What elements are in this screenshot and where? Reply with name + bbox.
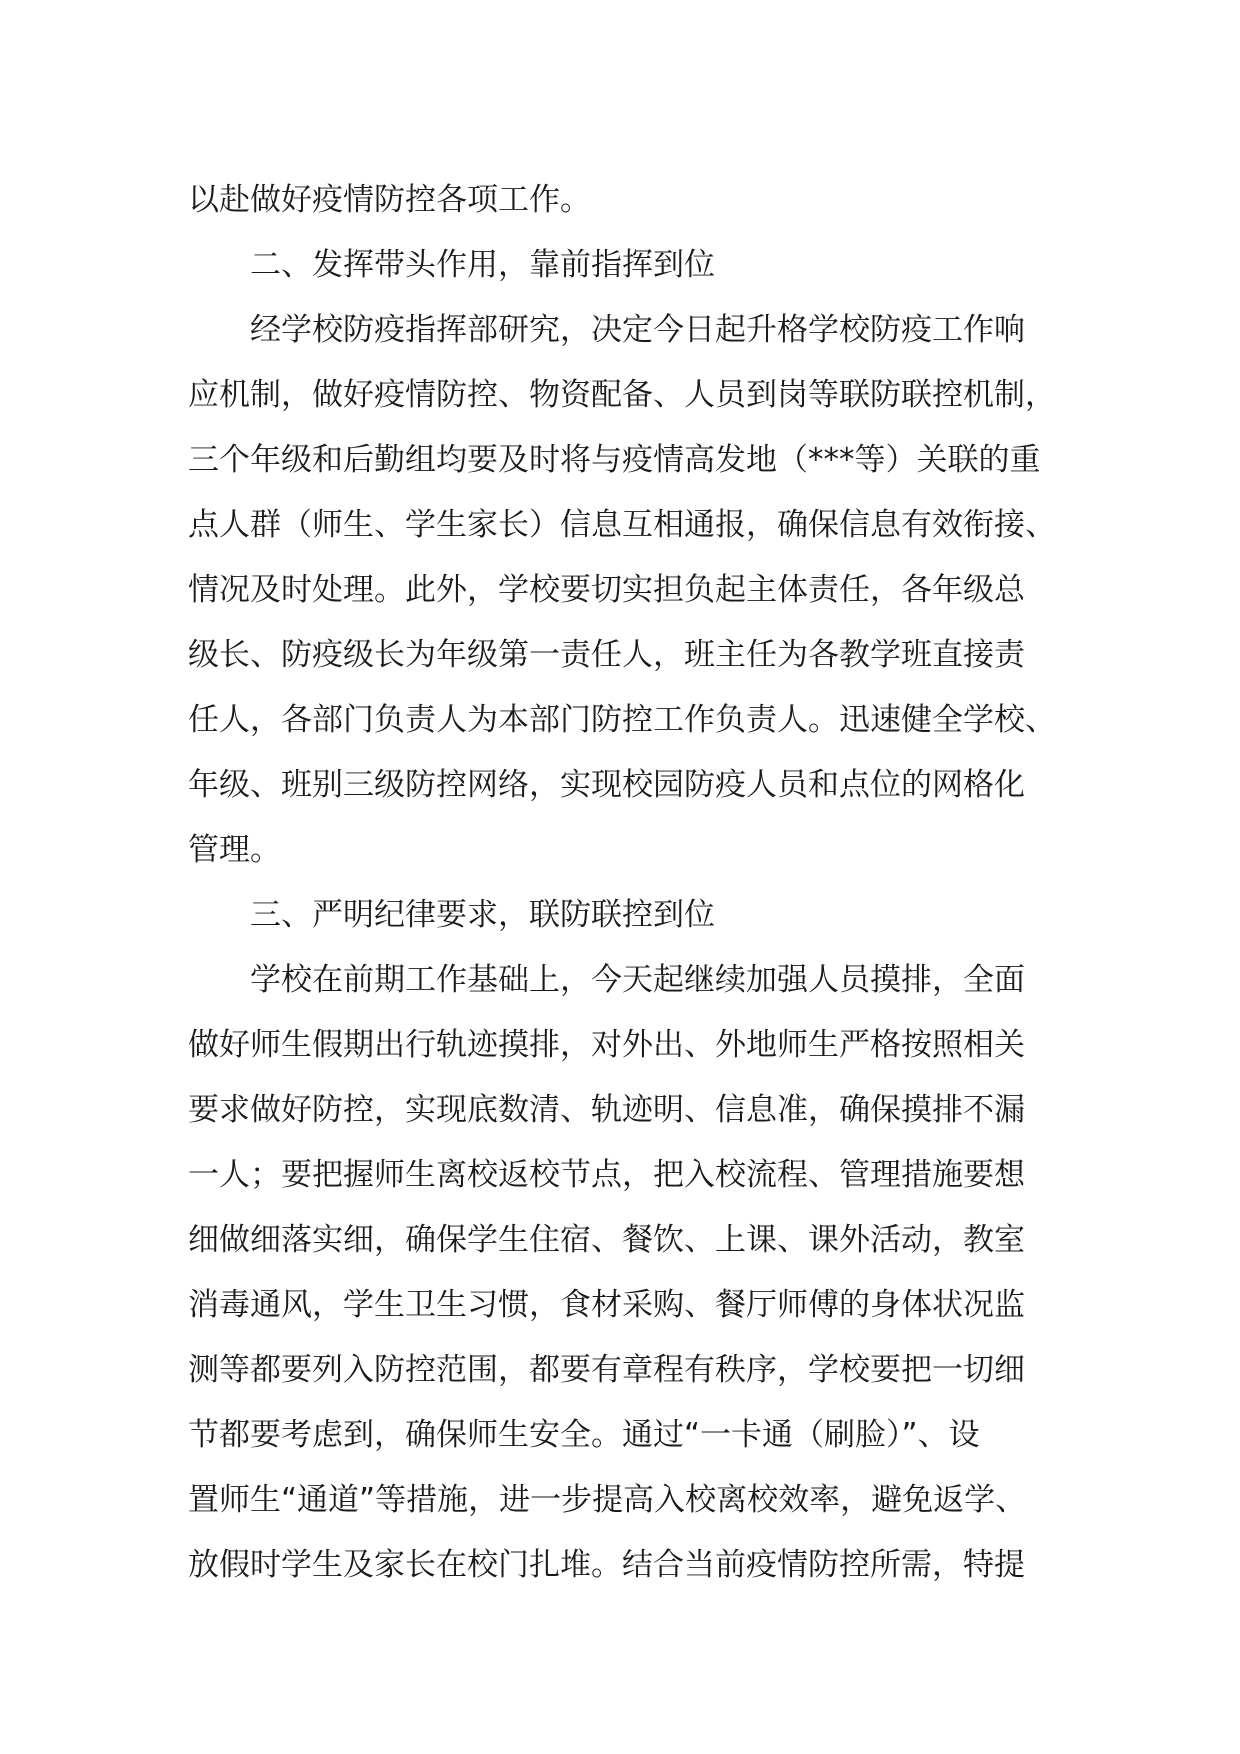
text-line: 年级、班别三级防控网络，实现校园防疫人员和点位的网格化	[188, 767, 1025, 803]
text-line: 一人；要把握师生离校返校节点，把入校流程、管理措施要想	[188, 1157, 1025, 1193]
text-line: 要求做好防控，实现底数清、轨迹明、信息准，确保摸排不漏	[188, 1092, 1025, 1128]
text-line: 点人群（师生、学生家长）信息互相通报，确保信息有效衔接、	[188, 507, 1056, 543]
text-line: 学校在前期工作基础上，今天起继续加强人员摸排，全面	[250, 962, 1025, 998]
text-line: 置师生“通道”等措施，进一步提高入校离校效率，避免返学、	[188, 1482, 1027, 1518]
text-line: 节都要考虑到，确保师生安全。通过“一卡通（刷脸）”、设	[188, 1417, 980, 1453]
text-line: 任人，各部门负责人为本部门防控工作负责人。迅速健全学校、	[188, 702, 1056, 738]
text-line: 做好师生假期出行轨迹摸排，对外出、外地师生严格按照相关	[188, 1027, 1025, 1063]
document-body	[188, 168, 1088, 1598]
text-line: 细做细落实细，确保学生住宿、餐饮、上课、课外活动，教室	[188, 1222, 1025, 1258]
text-line: 管理。	[188, 832, 281, 868]
text-line: 消毒通风，学生卫生习惯，食材采购、餐厅师傅的身体状况监	[188, 1287, 1025, 1323]
section-heading: 二、发挥带头作用，靠前指挥到位	[250, 247, 715, 283]
text-line: 三个年级和后勤组均要及时将与疫情高发地（***等）关联的重	[188, 442, 1041, 478]
text-line: 级长、防疫级长为年级第一责任人，班主任为各教学班直接责	[188, 637, 1025, 673]
text-line: 应机制，做好疫情防控、物资配备、人员到岗等联防联控机制，	[188, 377, 1056, 413]
text-line: 情况及时处理。此外，学校要切实担负起主体责任，各年级总	[188, 572, 1025, 608]
section-heading: 三、严明纪律要求，联防联控到位	[250, 897, 715, 933]
text-line: 经学校防疫指挥部研究，决定今日起升格学校防疫工作响	[250, 312, 1025, 348]
text-line: 放假时学生及家长在校门扎堆。结合当前疫情防控所需，特提	[188, 1547, 1025, 1583]
text-line: 以赴做好疫情防控各项工作。	[188, 182, 591, 218]
text-line: 测等都要列入防控范围，都要有章程有秩序，学校要把一切细	[188, 1352, 1025, 1388]
